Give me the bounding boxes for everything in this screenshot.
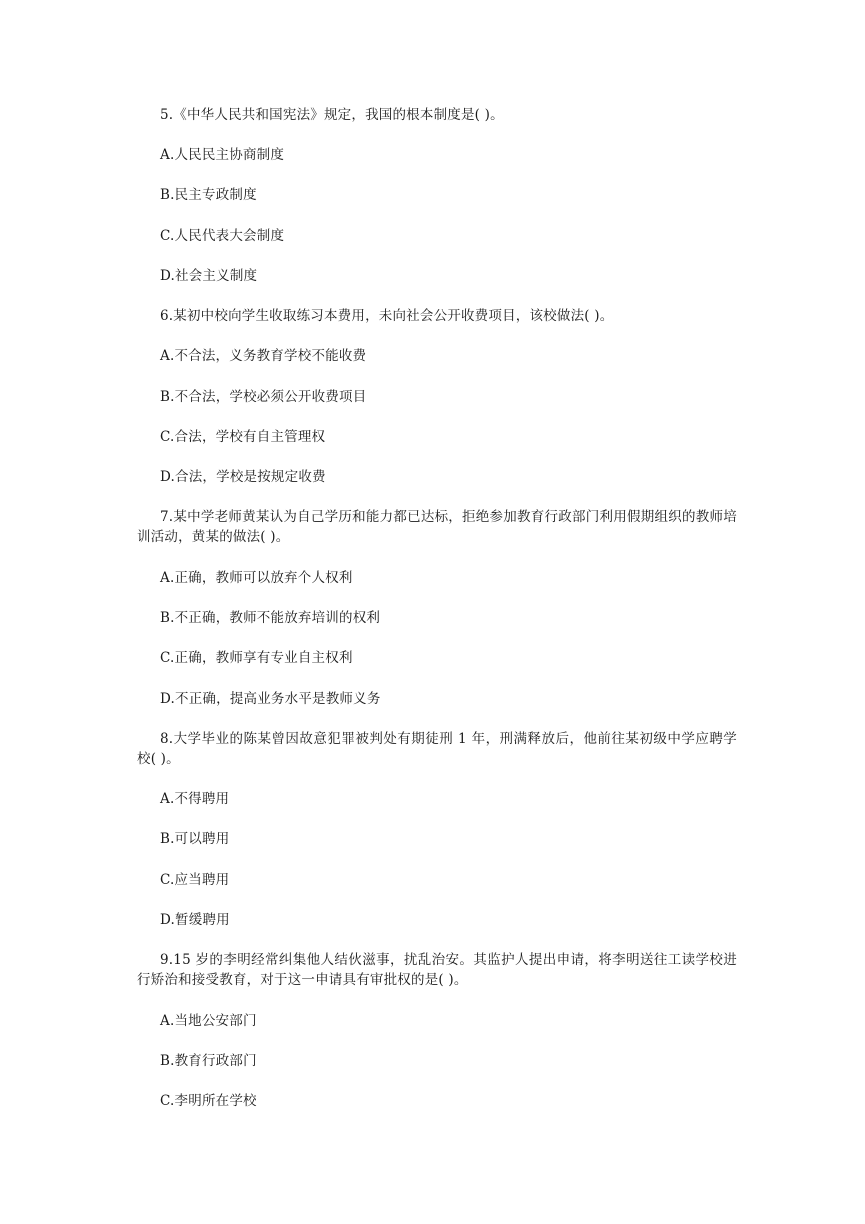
question-7-option-a: A.正确，教师可以放弃个人权利: [160, 570, 353, 586]
question-9-stem: 9.15 岁的李明经常纠集他人结伙滋事，扰乱治安。其监护人提出申请，将李明送往工读学校进行矫治和接受教育，对于这一申请具有审批权的是( )。: [137, 952, 737, 988]
question-9-option-c: C.李明所在学校: [160, 1093, 257, 1109]
question-8-stem: 8.大学毕业的陈某曾因故意犯罪被判处有期徒刑 1 年，刑满释放后，他前往某初级中学应聘学校( )。: [137, 731, 737, 767]
question-8-option-b: B.可以聘用: [160, 831, 230, 847]
question-6-option-c: C.合法，学校有自主管理权: [160, 429, 326, 445]
question-5-option-a: A.人民民主协商制度: [160, 147, 285, 163]
question-9-option-b: B.教育行政部门: [160, 1053, 257, 1069]
question-6-option-a: A.不合法，义务教育学校不能收费: [160, 348, 367, 364]
question-8-option-a: A.不得聘用: [160, 791, 230, 807]
question-7-option-c: C.正确，教师享有专业自主权利: [160, 650, 353, 666]
question-7-option-b: B.不正确，教师不能放弃培训的权利: [160, 610, 381, 626]
question-5-option-c: C.人民代表大会制度: [160, 228, 285, 244]
question-6-option-d: D.合法，学校是按规定收费: [160, 469, 326, 485]
question-9-option-a: A.当地公安部门: [160, 1013, 257, 1029]
question-5-stem: 5.《中华人民共和国宪法》规定，我国的根本制度是( )。: [160, 107, 504, 123]
question-8-option-c: C.应当聘用: [160, 872, 230, 888]
question-7-option-d: D.不正确，提高业务水平是教师义务: [160, 691, 381, 707]
question-5-option-d: D.社会主义制度: [160, 268, 258, 284]
question-5-option-b: B.民主专政制度: [160, 187, 257, 203]
question-6-option-b: B.不合法，学校必须公开收费项目: [160, 389, 367, 405]
question-8-option-d: D.暂缓聘用: [160, 912, 230, 928]
question-7-stem: 7.某中学老师黄某认为自己学历和能力都已达标，拒绝参加教育行政部门利用假期组织的教师培训活动，黄某的做法( )。: [137, 509, 737, 545]
question-6-stem: 6.某初中校向学生收取练习本费用，未向社会公开收费项目，该校做法( )。: [160, 308, 614, 324]
